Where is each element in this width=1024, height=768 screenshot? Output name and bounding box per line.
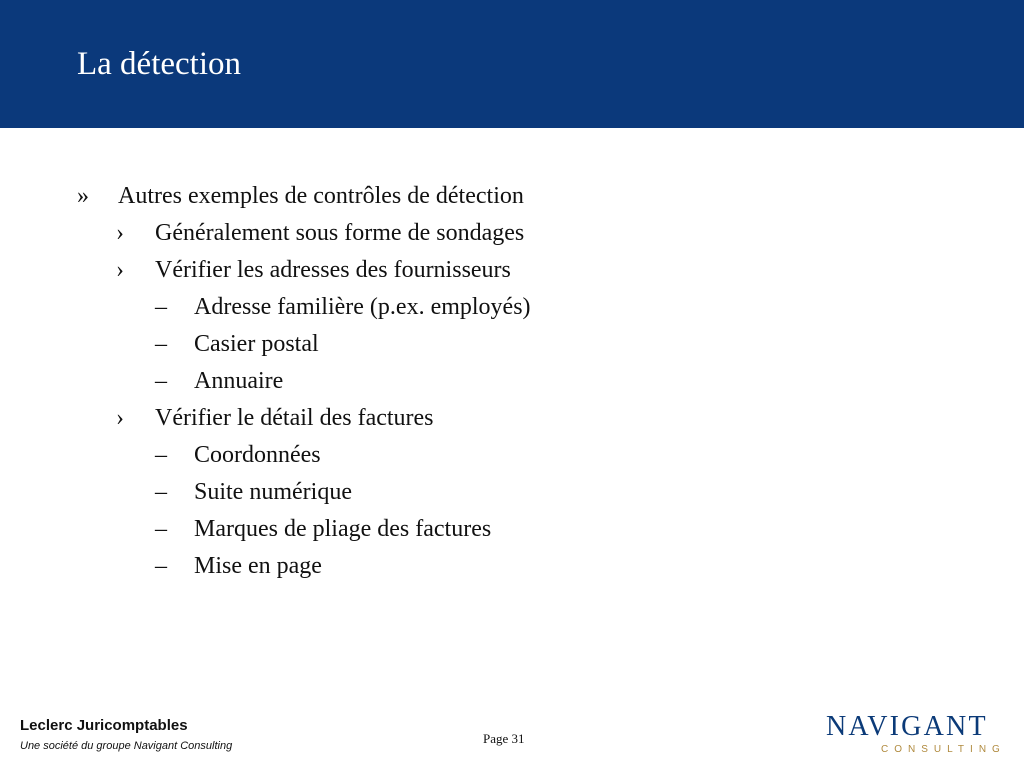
bullet-text: Coordonnées [194,442,321,468]
bullet-marker: › [116,220,124,246]
footer-company-subtitle: Une société du groupe Navigant Consulting [20,740,233,752]
bullet-text: Généralement sous forme de sondages [155,220,525,246]
slide-title: La détection [77,46,242,82]
bullet-marker: – [155,516,167,542]
bullet-text: Adresse familière (p.ex. employés) [194,294,531,320]
bullet-item [0,326,1024,363]
bullet-text: Autres exemples de contrôles de détection [118,183,524,209]
bullet-item [0,289,1024,326]
page-number: Page 31 [483,731,525,746]
bullet-item [0,400,1024,437]
bullet-marker: – [155,479,167,505]
title-bar [0,0,1024,128]
bullet-item [0,437,1024,474]
bullet-item [0,511,1024,548]
bullet-marker: – [155,294,167,320]
bullet-marker: – [155,368,167,394]
bullet-marker: – [155,331,167,357]
footer-company-name: Leclerc Juricomptables [20,717,188,734]
bullet-item [0,215,1024,252]
logo-tagline: CONSULTING [881,744,1006,755]
navigant-logo [826,710,1008,758]
bullet-text: Marques de pliage des factures [194,516,492,542]
logo-wordmark: NAVIGANT [826,711,988,742]
bullet-text: Suite numérique [194,479,352,505]
bullet-marker: – [155,442,167,468]
bullet-item [0,474,1024,511]
bullet-text: Vérifier le détail des factures [155,405,434,431]
bullet-marker: › [116,405,124,431]
bullet-text: Mise en page [194,553,322,579]
bullet-marker: » [77,183,89,209]
bullet-text: Vérifier les adresses des fournisseurs [155,257,511,283]
bullet-list [0,178,1024,585]
bullet-text: Annuaire [194,368,284,394]
bullet-item [0,363,1024,400]
bullet-item [0,178,1024,215]
bullet-marker: – [155,553,167,579]
bullet-item [0,252,1024,289]
bullet-marker: › [116,257,124,283]
bullet-item [0,548,1024,585]
bullet-text: Casier postal [194,331,319,357]
